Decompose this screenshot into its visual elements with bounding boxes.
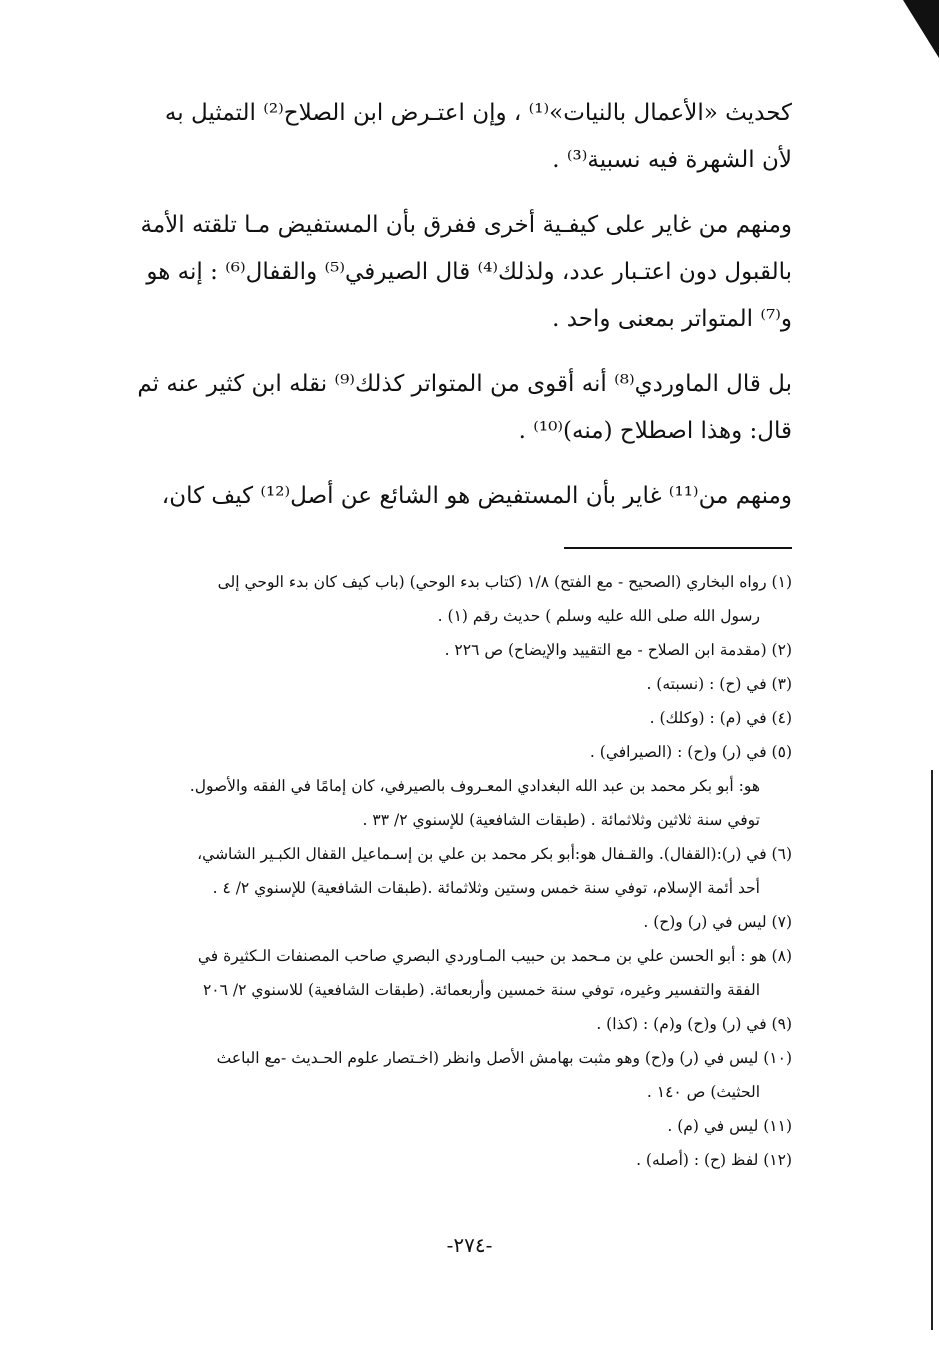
text-line: كحديث «الأعمال بالنيات»⁽¹⁾ ، وإن اعتـرض ابن الصلاح⁽²⁾ التمثيل به [164, 100, 792, 126]
text-line: لأن الشهرة فيه نسبية⁽³⁾ . [552, 147, 792, 173]
paragraph-4 [80, 473, 792, 520]
corner-scan-mark [903, 0, 939, 58]
footnote-line: (١٢) لفظ (ح) : (أصله) . [636, 1151, 792, 1169]
footnote-line: (١٠) ليس في (ر) و(ح) وهو مثبت بهامش الأصل وانظر (اخـتصار علوم الحـديث -مع الباعث [216, 1049, 792, 1067]
footnote-line: رسول الله صلى الله عليه وسلم ) حديث رقم (١) . [437, 607, 760, 625]
footnote-line: (٣) في (ح) : (نسبته) . [646, 675, 792, 693]
footnote-line: (٤) في (م) : (وكلك) . [649, 709, 792, 727]
main-text [80, 90, 792, 538]
text-line: بالقبول دون اعتـبار عدد، ولذلك⁽⁴⁾ قال الصيرفي⁽⁵⁾ والقفال⁽⁶⁾ : إنه هو [146, 259, 792, 285]
text-line: بل قال الماوردي⁽⁸⁾ أنه أقوى من المتواتر كذلك⁽⁹⁾ نقله ابن كثير عنه ثم [137, 371, 792, 397]
paragraph-3 [80, 361, 792, 455]
text-line: ومنهم من⁽¹¹⁾ غاير بأن المستفيض هو الشائع عن أصل⁽¹²⁾ كيف كان، [161, 483, 792, 509]
footnote-line: (٩) في (ر) و(ح) و(م) : (كذا) . [596, 1015, 792, 1033]
paragraph-2 [80, 202, 792, 343]
footnotes [80, 565, 792, 1177]
footnote-line: (١) رواه البخاري (الصحيح - مع الفتح) ١/٨ (كتاب بدء الوحي) (باب كيف كان بدء الوحي إلى [217, 573, 792, 591]
footnote-separator [564, 547, 792, 549]
text-line: و⁽⁷⁾ المتواتر بمعنى واحد . [552, 306, 792, 332]
text-line: قال: وهذا اصطلاح (منه)⁽¹⁰⁾ . [518, 418, 792, 444]
footnote-line: (٧) ليس في (ر) و(ح) . [643, 913, 792, 931]
footnote-line: الحثيث) ص ١٤٠ . [646, 1083, 760, 1101]
footnote-line: الفقة والتفسير وغيره، توفي سنة خمسين وأربعمائة. (طبقات الشافعية) للاسنوي ٢/ ٢٠٦ [202, 981, 760, 999]
footnote-line: (٥) في (ر) و(ح) : (الصيرافي) . [589, 743, 792, 761]
page-number: -٢٧٤- [446, 1233, 493, 1257]
paragraph-1 [80, 90, 792, 184]
footnote-line: (٢) (مقدمة ابن الصلاح - مع التقييد والإيضاح) ص ٢٢٦ . [444, 641, 792, 659]
footnote-line: (٨) هو : أبو الحسن علي بن مـحمد بن حبيب المـاوردي البصري صاحب المصنفات الـكثيرة في [197, 947, 792, 965]
footnote-line: هو: أبو بكر محمد بن عبد الله البغدادي المعـروف بالصيرفي، كان إمامًا في الفقه والأصول. [189, 777, 760, 795]
text-line: ومنهم من غاير على كيفـية أخرى ففرق بأن المستفيض مـا تلقته الأمة [140, 212, 792, 238]
footnote-line: (١١) ليس في (م) . [667, 1117, 792, 1135]
footnote-line: (٦) في (ر):(القفال). والقـفال هو:أبو بكر محمد بن علي بن إسـماعيل القفال الكبـير الشاشي، [197, 845, 792, 863]
footnote-line: أحد أئمة الإسلام، توفي سنة خمس وستين وثلاثمائة .(طبقات الشافعية) للإسنوي ٢/ ٤ . [212, 879, 760, 897]
footnote-line: توفي سنة ثلاثين وثلاثمائة . (طبقات الشافعية) للإسنوي ٢/ ٣٣ . [362, 811, 760, 829]
